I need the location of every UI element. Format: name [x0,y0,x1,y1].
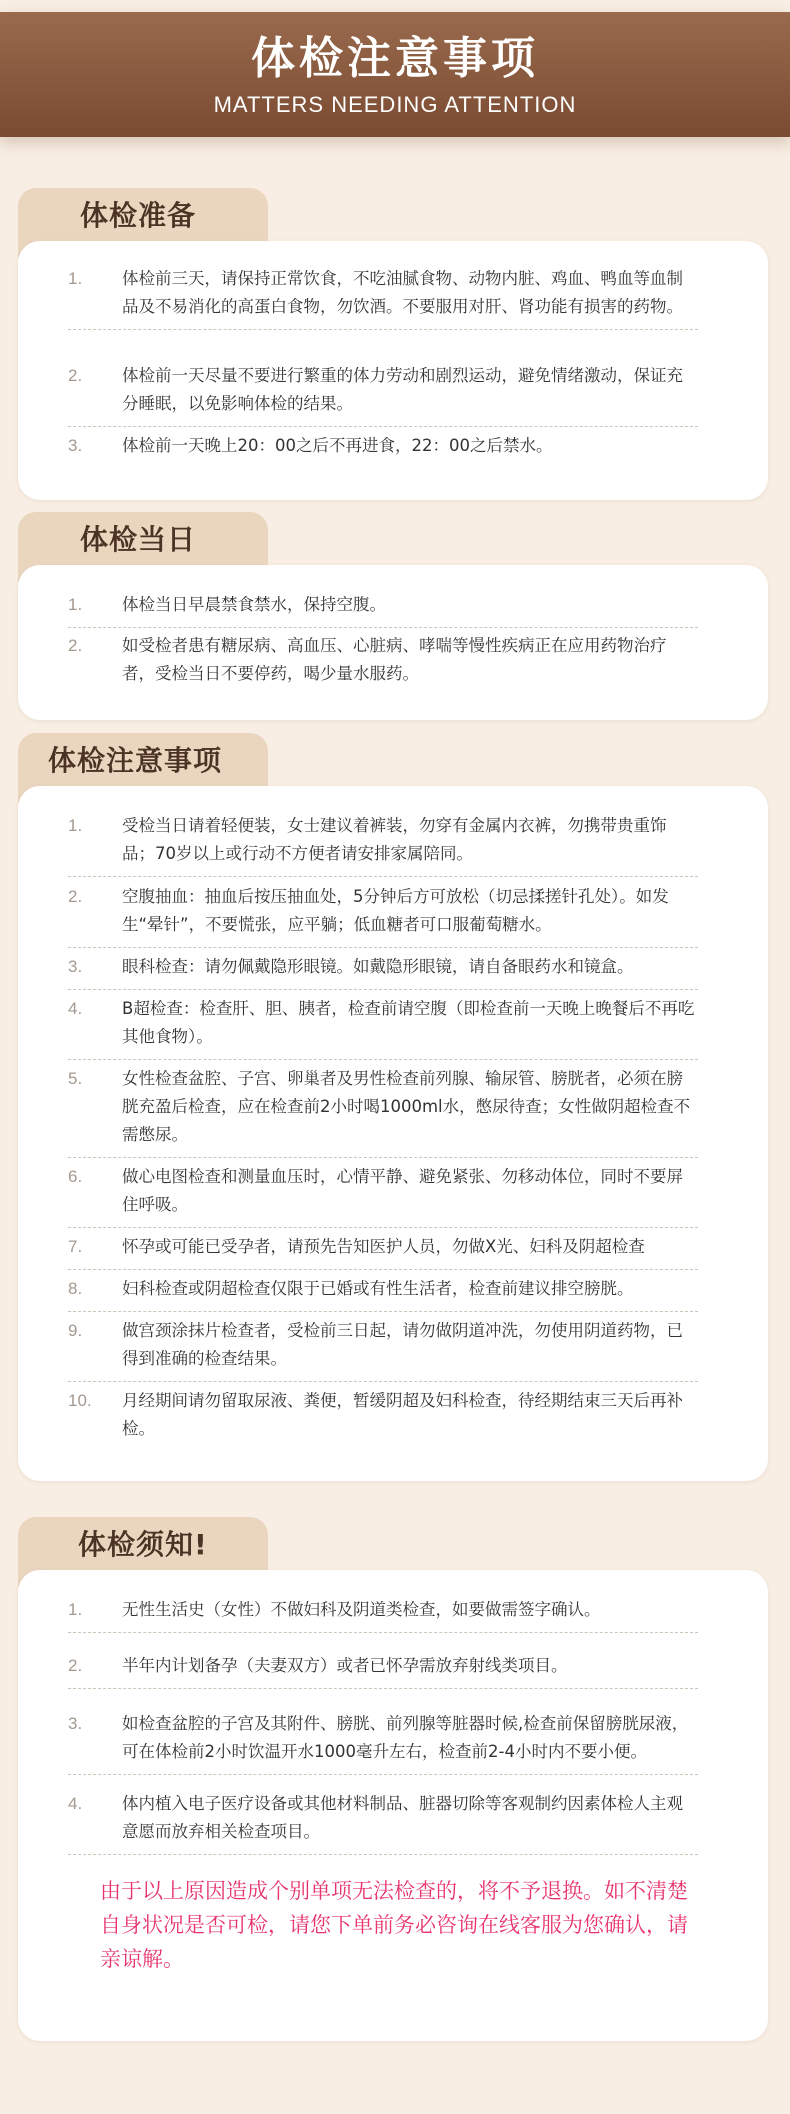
item-text: 做心电图检查和测量血压时，心情平静、避免紧张、勿移动体位，同时不要屏住呼吸。 [122,1167,683,1214]
item-text: 体检当日早晨禁食禁水，保持空腹。 [122,595,386,614]
section-exam-day [18,512,768,720]
section-notice [18,1517,768,2041]
item-number: 4. [68,999,83,1018]
item-text: 受检当日请着轻便装，女士建议着裤装，勿穿有金属内衣裤，勿携带贵重饰品；70岁以上或行动不方便者请安排家属陪同。 [122,816,667,863]
item-text: 月经期间请勿留取尿液、粪便，暂缓阴超及妇科检查，待经期结束三天后再补检。 [122,1391,683,1438]
section-precautions [18,733,768,1481]
list-item [68,1317,698,1382]
section-card [18,565,768,720]
item-text: 体检前一天晚上20：00之后不再进食，22：00之后禁水。 [122,436,553,455]
section-title: 体检注意事项 [48,744,223,777]
section-card [18,241,768,500]
section-card [18,786,768,1481]
list-item [68,1652,698,1689]
section-title: 体检准备 [80,199,197,232]
item-number: 7. [68,1237,83,1256]
item-text: 如受检者患有糖尿病、高血压、心脏病、哮喘等慢性疾病正在应用药物治疗者，受检当日不要停药，喝少量水服药。 [122,636,667,683]
refund-notice: 由于以上原因造成个别单项无法检查的，将不予退换。如不清楚自身状况是否可检，请您下单前务必咨询在线客服为您确认，请亲谅解。 [100,1879,688,1971]
item-text: 如检查盆腔的子宫及其附件、膀胱、前列腺等脏器时候,检查前保留膀胱尿液，可在体检前2小时饮温开水1000毫升左右，检查前2-4小时内不要小便。 [122,1714,689,1761]
section-title: 体检须知! [78,1528,208,1561]
top-strip [0,0,790,12]
item-text: 体检前三天，请保持正常饮食，不吃油腻食物、动物内脏、鸡血、鸭血等血制品及不易消化的高蛋白食物，勿饮酒。不要服用对肝、肾功能有损害的药物。 [122,269,683,316]
list-item [68,432,698,468]
list-item [68,1387,698,1451]
item-number: 3. [68,436,83,455]
header-banner [0,12,790,137]
item-text: 妇科检查或阴超检查仅限于已婚或有性生活者，检查前建议排空膀胱。 [122,1279,634,1298]
item-text: 体内植入电子医疗设备或其他材料制品、脏器切除等客观制约因素体检人主观意愿而放弃相关检查项目。 [122,1794,683,1841]
page-subtitle: MATTERS NEEDING ATTENTION [213,92,577,117]
item-text: 无性生活史（女性）不做妇科及阴道类检查，如要做需签字确认。 [122,1600,601,1619]
list-item [68,1233,698,1270]
item-number: 8. [68,1279,83,1298]
item-number: 1. [68,269,83,288]
item-text: 空腹抽血：抽血后按压抽血处，5分钟后方可放松（切忌揉搓针孔处）。如发生“晕针”，不要慌张，应平躺；低血糖者可口服葡萄糖水。 [122,887,669,934]
list-item [68,953,698,990]
list-item [68,1163,698,1228]
item-number: 4. [68,1794,83,1813]
item-text: 怀孕或可能已受孕者，请预先告知医护人员，勿做X光、妇科及阴超检查 [122,1237,645,1256]
item-number: 1. [68,595,83,614]
item-number: 10. [68,1391,92,1410]
list-item [68,1065,698,1158]
item-number: 2. [68,636,83,655]
item-text: 半年内计划备孕（夫妻双方）或者已怀孕需放弃射线类项目。 [122,1656,568,1675]
page-title: 体检注意事项 [251,33,539,84]
item-number: 9. [68,1321,83,1340]
section-card [18,1570,768,2041]
item-text: B超检查：检查肝、胆、胰者，检查前请空腹（即检查前一天晚上晚餐后不再吃其他食物）。 [122,999,695,1046]
section-title: 体检当日 [80,523,197,556]
list-item [68,1596,698,1633]
list-item [68,1710,698,1775]
item-text: 体检前一天尽量不要进行繁重的体力劳动和剧烈运动，避免情绪激动，保证充分睡眠，以免影响体检的结果。 [122,366,683,413]
item-number: 2. [68,366,83,385]
list-item [68,1275,698,1312]
item-number: 3. [68,957,83,976]
item-number: 3. [68,1714,83,1733]
item-text: 眼科检查：请勿佩戴隐形眼镜。如戴隐形眼镜，请自备眼药水和镜盒。 [122,957,634,976]
list-item [68,995,698,1060]
item-text: 做宫颈涂抹片检查者，受检前三日起，请勿做阴道冲洗，勿使用阴道药物，已得到准确的检查结果。 [122,1321,683,1368]
list-item [68,362,698,427]
item-number: 1. [68,816,83,835]
item-number: 2. [68,1656,83,1675]
list-item [68,812,698,877]
item-number: 5. [68,1069,83,1088]
list-item [68,1790,698,1855]
section-preparation [18,188,768,500]
list-item [68,632,698,696]
list-item [68,265,698,330]
list-item [68,591,698,628]
item-text: 女性检查盆腔、子宫、卵巢者及男性检查前列腺、输尿管、膀胱者，必须在膀胱充盈后检查，应在检查前2小时喝1000ml水，憋尿待查；女性做阴超检查不需憋尿。 [122,1069,691,1144]
item-number: 6. [68,1167,83,1186]
item-number: 2. [68,887,83,906]
list-item [68,883,698,948]
item-number: 1. [68,1600,83,1619]
